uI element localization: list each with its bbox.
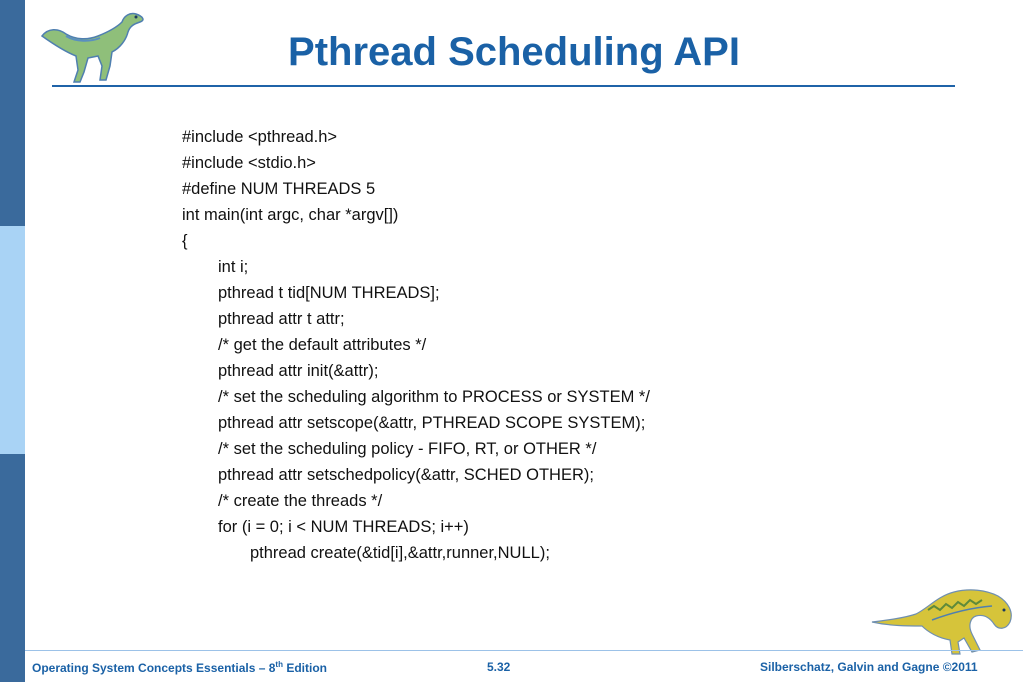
code-line: pthread attr t attr; [218, 310, 345, 328]
page-number: 5.32 [487, 660, 511, 674]
sidebar-stripe [0, 0, 25, 682]
code-line: /* set the scheduling algorithm to PROCESS or SYSTEM */ [218, 388, 650, 406]
footer-divider [25, 650, 1023, 651]
slide-title: Pthread Scheduling API [288, 30, 740, 74]
code-line: /* get the default attributes */ [218, 336, 427, 354]
code-line: /* create the threads */ [218, 492, 383, 510]
code-line: pthread create(&tid[i],&attr,runner,NULL); [250, 544, 550, 562]
code-line: /* set the scheduling policy - FIFO, RT, or OTHER */ [218, 440, 597, 458]
code-line: int i; [218, 258, 249, 276]
code-line: #define NUM THREADS 5 [182, 180, 376, 198]
sidebar-segment-top [0, 0, 25, 226]
footer-book-title-prefix: Operating System Concepts Essentials – 8 [32, 661, 276, 675]
sidebar-segment-middle [0, 226, 25, 454]
footer-copyright: Silberschatz, Galvin and Gagne ©2011 [760, 660, 978, 674]
footer-edition-superscript: th [275, 660, 283, 669]
code-line: pthread attr setschedpolicy(&attr, SCHED OTHER); [218, 466, 594, 484]
dinosaur-icon [868, 580, 1018, 660]
code-line: { [182, 232, 188, 250]
code-line: for (i = 0; i < NUM THREADS; i++) [218, 518, 469, 536]
code-line: pthread attr setscope(&attr, PTHREAD SCOPE SYSTEM); [218, 414, 646, 432]
title-divider [52, 85, 955, 87]
footer-book-title-suffix: Edition [282, 661, 327, 675]
code-block [182, 124, 650, 566]
footer-book-title [32, 660, 327, 675]
dinosaur-logo-icon [36, 6, 156, 86]
code-line: #include <stdio.h> [182, 154, 316, 172]
sidebar-segment-bottom [0, 454, 25, 682]
code-line: int main(int argc, char *argv[]) [182, 206, 399, 224]
code-line: pthread attr init(&attr); [218, 362, 379, 380]
code-line: pthread t tid[NUM THREADS]; [218, 284, 440, 302]
code-line: #include <pthread.h> [182, 128, 338, 146]
